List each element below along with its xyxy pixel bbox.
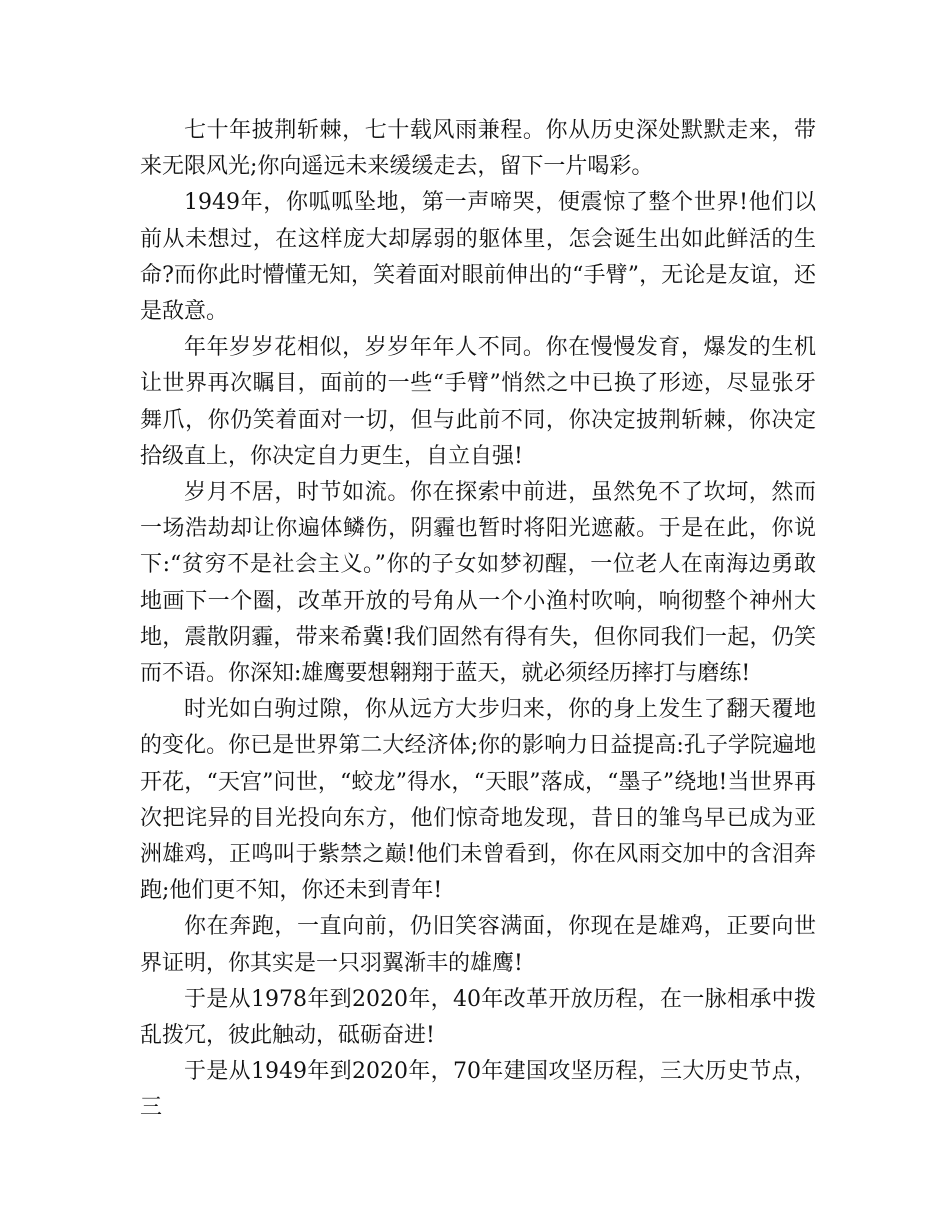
paragraph-6: 你在奔跑，一直向前，仍旧笑容满面，你现在是雄鸡，正要向世界证明，你其实是一只羽翼渐丰的雄鹰! bbox=[140, 914, 816, 976]
paragraph-3: 年年岁岁花相似，岁岁年年人不同。你在慢慢发育，爆发的生机让世界再次瞩目，面前的一些“手臂”悄然之中已换了形迹，尽显张牙舞爪，你仍笑着面对一切，但与此前不同，你决定披荆斩棘，你决定拾级直上，你决定自力更生，自立自强! bbox=[140, 335, 816, 469]
paragraph-1: 七十年披荆斩棘，七十载风雨兼程。你从历史深处默默走来，带来无限风光;你向遥远未来缓缓走去，留下一片喝彩。 bbox=[140, 118, 816, 180]
paragraph-5: 时光如白驹过隙，你从远方大步归来，你的身上发生了翻天覆地的变化。你已是世界第二大经济体;你的影响力日益提高:孔子学院遍地开花，“天宫”问世，“蛟龙”得水，“天眼”落成，“墨子”绕地!当世界再次把诧异的目光投向东方，他们惊奇地发现，昔日的雏鸟早已成为亚洲雄鸡，正鸣叫于紫禁之巅!他们未曾看到，你在风雨交加中的含泪奔跑;他们更不知，你还未到青年! bbox=[140, 697, 816, 904]
paragraph-2: 1949年，你呱呱坠地，第一声啼哭，便震惊了整个世界!他们以前从未想过，在这样庞大却孱弱的躯体里，怎会诞生出如此鲜活的生命?而你此时懵懂无知，笑着面对眼前伸出的“手臂”，无论是友谊，还是敌意。 bbox=[140, 190, 816, 325]
paragraph-7: 于是从1978年到2020年，40年改革开放历程，在一脉相承中拨乱拨冗，彼此触动，砥砺奋进! bbox=[140, 986, 816, 1049]
paragraph-4: 岁月不居，时节如流。你在探索中前进，虽然免不了坎坷，然而一场浩劫却让你遍体鳞伤，阴霾也暂时将阳光遮蔽。于是在此，你说下:“贫穷不是社会主义。”你的子女如梦初醒，一位老人在南海边勇敢地画下一个圈，改革开放的号角从一个小渔村吹响，响彻整个神州大地，震散阴霾，带来希冀!我们固然有得有失，但你同我们一起，仍笑而不语。你深知:雄鹰要想翱翔于蓝天，就必须经历摔打与磨练! bbox=[140, 480, 816, 687]
paragraph-8: 于是从1949年到2020年，70年建国攻坚历程，三大历史节点，三 bbox=[140, 1059, 816, 1121]
document-body bbox=[140, 113, 816, 1127]
